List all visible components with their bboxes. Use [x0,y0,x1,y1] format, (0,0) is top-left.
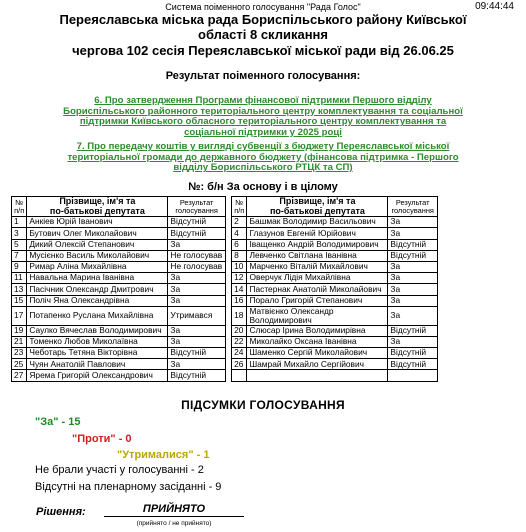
summary-title: ПІДСУМКИ ГОЛОСУВАННЯ [181,398,345,412]
summary-absent: Відсутні на пленарному засіданні - 9 [35,481,222,493]
table-row [12,336,438,347]
deputy-number: 18 [232,306,247,325]
council-title-line2: області 8 скликання [198,27,328,42]
deputy-number: 6 [232,239,247,250]
deputy-name: Пасічник Олександр Дмитрович [27,284,168,295]
deputy-name: Порало Григорій Степанович [247,295,388,306]
deputy-number: 20 [232,325,247,336]
deputy-name: Анкіев Юрій Іванович [27,217,168,228]
deputy-name: Мусієнко Василь Миколайович [27,250,168,261]
deputy-number: 3 [12,228,27,239]
vote-result [388,370,438,381]
deputy-name: Чеботарь Тетяна Вікторівна [27,348,168,359]
summary-za: "За" - 15 [35,416,81,428]
vote-result: За [168,336,225,347]
table-row [12,261,438,272]
table-row [12,370,438,381]
deputy-name: Томенко Любов Миколаївна [27,336,168,347]
deputy-number: 4 [232,228,247,239]
vote-result: За [168,273,225,284]
summary-proty: "Проти" - 0 [72,433,132,445]
deputy-number: 15 [12,295,27,306]
deputy-number: 9 [12,261,27,272]
vote-result: За [388,284,438,295]
deputy-name: Шаменко Сергій Миколайович [247,348,388,359]
col-result-line2: голосування [175,205,218,215]
deputy-name [247,370,388,381]
col-num-header: № п/п [12,197,27,217]
table-row [12,359,438,370]
vote-result: За [168,359,225,370]
vote-result: За [168,295,225,306]
vote-result: За [168,239,225,250]
vote-result: Відсутній [168,348,225,359]
col-result-line2: голосування [391,205,434,215]
agenda-item-6-line: Бориспільського районного територіального центру комплектування та соціальної [63,105,463,117]
vote-result: За [388,295,438,306]
col-name-header [27,197,168,217]
vote-result: Відсутній [168,370,225,381]
deputy-number: 16 [232,295,247,306]
session-title: чергова 102 сесія Переяславської міської ради від 26.06.25 [72,43,454,58]
time-display: 09:44:44 [475,1,514,12]
deputy-name: Бутович Олег Миколайович [27,228,168,239]
table-row [12,284,438,295]
deputy-name: Навальна Марина Іванівна [27,273,168,284]
council-title-line1: Переяславська міська рада Бориспільського району Київської [59,12,467,27]
deputy-name: Дикий Олексій Степанович [27,239,168,250]
col-result-header [168,197,225,217]
col-name-line1: Прізвище, ім'я та [59,196,136,206]
agenda-item-6 [0,96,526,138]
vote-result: За [388,336,438,347]
summary-not-participated: Не брали участі у голосуванні - 2 [35,464,204,476]
col-result-line1: Результат [395,197,430,207]
col-name-line1: Прізвище, ім'я та [279,196,356,206]
vote-result: За [388,261,438,272]
decision-hint: (прийнято / не прийнято) [136,520,212,527]
table-row [12,348,438,359]
deputy-name: Ярема Григорій Олександрович [27,370,168,381]
deputy-name: Марченко Віталій Михайлович [247,261,388,272]
deputy-name: Іващенко Андрій Володимирович [247,239,388,250]
deputy-name: Римар Аліна Михайлівна [27,261,168,272]
vote-result: За [388,217,438,228]
table-row [12,217,438,228]
deputy-name: Пастернак Анатолій Миколайович [247,284,388,295]
table-row [12,228,438,239]
table-row [12,239,438,250]
deputy-number: 24 [232,348,247,359]
agenda-item-7-line: 7. Про передачу коштів у вигляді субвенції з бюджету Переяславської міської [76,141,450,152]
vote-result: За [388,273,438,284]
deputy-number: 26 [232,359,247,370]
vote-result: Не голосував [168,250,225,261]
deputy-name: Слюсар Ірина Володимирівна [247,325,388,336]
deputy-name: Матвієнко Олександр Володимирович [247,306,388,325]
table-row [12,325,438,336]
deputy-number: 8 [232,250,247,261]
vote-result: Відсутній [388,359,438,370]
table-row [12,250,438,261]
deputy-name: Миколайко Оксана Іванівна [247,336,388,347]
col-name-header [247,197,388,217]
agenda-item-7-line: територіальної громади до державного бюджету (фінансова підтримка - Першого [67,151,459,163]
result-title: Результат поіменного голосування: [165,70,361,82]
col-name-line2: по-батькові депутата [269,205,365,216]
deputy-number: 13 [12,284,27,295]
table-header-row [12,197,438,217]
deputy-number: 12 [232,273,247,284]
agenda-item-7 [0,142,526,174]
deputy-name: Саулко Вячеслав Володимирович [27,325,168,336]
table-row [12,295,438,306]
vote-result: За [168,284,225,295]
summary-utrymalysia: "Утрималися" - 1 [117,449,210,461]
deputy-number: 17 [12,306,27,325]
deputy-name: Поліч Яна Олександрівна [27,295,168,306]
deputy-name: Башмак Володимир Васильович [247,217,388,228]
deputy-name: Чуян Анатолій Павлович [27,359,168,370]
deputy-name: Потапенко Руслана Михайлівна [27,306,168,325]
votes-table [11,196,438,382]
deputy-number: 25 [12,359,27,370]
decision-value: ПРИЙНЯТО [104,503,244,517]
vote-result: Відсутній [388,250,438,261]
deputy-number: 22 [232,336,247,347]
deputy-number: 1 [12,217,27,228]
vote-result: За [388,228,438,239]
col-result-line1: Результат [179,197,214,207]
deputy-number: 11 [12,273,27,284]
system-name: Система поіменного голосування "Рада Голос" [165,2,361,12]
decision-label: Рішення: [36,506,86,518]
vote-result: Не голосував [168,261,225,272]
deputy-number: 2 [232,217,247,228]
deputy-number: 19 [12,325,27,336]
deputy-name: Глазунов Евгеній Юрійович [247,228,388,239]
vote-result: За [388,306,438,325]
deputy-number: 10 [232,261,247,272]
deputy-number: 5 [12,239,27,250]
deputy-number: 14 [232,284,247,295]
deputy-name: Шамрай Михайло Сергійович [247,359,388,370]
vote-result: За [168,325,225,336]
col-num-header: № п/п [232,197,247,217]
vote-result: Утримався [168,306,225,325]
col-result-header [388,197,438,217]
agenda-item-6-line: 6. Про затвердження Програми фінансової підтримки Першого відділу [94,95,432,106]
agenda-item-6-line: підтримки Київського обласного територіального центру комплектування та [79,116,447,128]
deputy-number: 7 [12,250,27,261]
vote-result: Відсутній [388,239,438,250]
table-row [12,306,438,325]
agenda-item-6-line: соціальної підтримки у 2025 році [184,126,342,138]
deputy-number: 23 [12,348,27,359]
deputy-name: Оверчук Лідія Михайлівна [247,273,388,284]
deputy-number: 27 [12,370,27,381]
deputy-number: 21 [12,336,27,347]
vote-result: Відсутній [168,228,225,239]
deputy-name: Левченко Світлана Іванівна [247,250,388,261]
vote-heading: №: б/н За основу і в цілому [188,181,338,193]
deputy-number [232,370,247,381]
vote-result: Відсутній [168,217,225,228]
table-row [12,273,438,284]
agenda-item-7-line: відділу Бориспільського РТЦК та СП) [173,162,353,174]
vote-result: Відсутній [388,348,438,359]
col-name-line2: по-батькові депутата [49,205,145,216]
vote-result: Відсутній [388,325,438,336]
